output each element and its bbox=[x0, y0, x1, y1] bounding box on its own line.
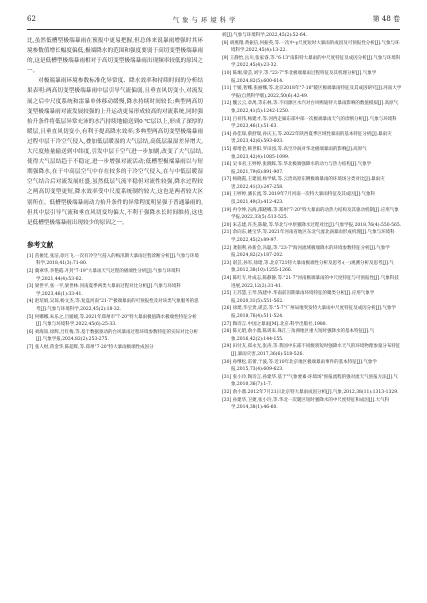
reference-item: [31] 张小玲,陶诗言,孙建华.基于"气象要素-环境场"预报流程的强对流天气预报方法[J].气象,2010,36(7):1-7. bbox=[222, 374, 398, 388]
body-paragraph: 比,虽然低槽型极端暴雨在预报中更易把握,但总体来说暴雨增强时其环境参数值增长幅度偏低,极端降水的范围和强度要弱于高切变型极端暴雨的,这是低槽型极端暴雨相对于高切变型极端暴雨出现频率较低的原因之一。 bbox=[27, 38, 203, 75]
reference-item: [24] 陈红专,叶成志,陈静静,等."21·7"河南极端暴雨的中尺度特征与可预报性[J].气象科技进展,2022,12(2):31-41. bbox=[222, 276, 399, 289]
reference-item: [16] 吴书君,王婷婷,张晓晖,等.华北极端强降水的动力与热力结构[J].气象学报,2021,79(6):891-907. bbox=[222, 162, 372, 175]
reference-list-left bbox=[27, 253, 203, 352]
reference-item: [23] 谌芸,孙军,徐珺,等.北京721特大暴雨极端性分析及思考:(一)观测分析及思考[J].气象,2012,38(10):1255-1266. bbox=[222, 260, 394, 274]
reference-item: [26] 徐珺,毕宝贵,谌芸,等."5·7"广州局地突发特大暴雨中尺度特征及成因分析[J].气象学报,2018,76(4):511-524. bbox=[222, 306, 396, 319]
reference-item: [21] 余向东,姚宝华,等.2021年河南省地区东北气流北涡暴雨形成机理[J].气象与环境科学,2022,45(2):89-97. bbox=[222, 230, 395, 244]
reference-item: [5] 何娜娜,朱乐之,吕媛媛,等.2021年郑州市"7·20"特大暴雨极值降水极端性特征分析[J].气象与环境科学,2022,45(6):25-33. bbox=[27, 314, 197, 328]
page-number: 62 bbox=[27, 15, 36, 23]
reference-item: 析[J].气象与环境科学,2022,45(2):52-64. bbox=[222, 33, 308, 38]
reference-item: [11] 于媛,智娜,张丽娜,等.北京2018年"7·16"暖区极端暴雨特征及其成因研究[J].河南大学学报(自然科学版),2022,50(6):42-49. bbox=[222, 86, 402, 99]
references-heading: 参考文献 bbox=[27, 240, 54, 249]
body-paragraph: 对极端暴雨环境参数标准化异常度、降水效率和持续时间的分析结果表明:两高切变型极端暴雨中层引导气流偏弱,且垂直风切变小,对流发展之后中尺度系统和雷暴单体移动缓慢,降水持续时间较长;典型两高切变型极端暴雨对流发展较强的上升运动更易形成较高的对流系统,同时强抬升条件将低层异常充沛的水汽持续地输送到0 ℃层以上,形成了深厚的暖层,且垂直风切变小,有利于提高降水效率;多典型两高切变型极端暴雨过程中层干冷空气侵入,叠加低层暖湿的大气层结,高低层温湿差异增大,大尺度热量输送到中纬度,引发中层干空气进一步加剧,改变了大气层结,使得大气层结趋于不稳定,进一步增强对流活动;低槽型极端暴雨以与短期强降水,在于中高层空气中存在较多的干冷空气侵入,在与中低层暖湿空气结合后对流发展旺盛,虽然低层气流平稳但对流性较强,降水过程较之两高切变型更短,降水效率受中尺度系统制约较大,这也是两者较大区别所在。低槽型极端暴雨动力抬升条件的异常程度明显强于普通暴雨的,但其中层引导气流和垂直风切变均偏大,不利于强降水长时间维持,这也是低槽型极端暴雨出现较少的原因之一。 bbox=[27, 78, 203, 226]
reference-item: [20] 朱志建,许杰,陈敏,等.华北与中原强降水过程对比[J].气象学报,2018,76(4):550-565. bbox=[222, 222, 402, 228]
reference-item: [22] 龚佃利,孙新会,冯聪,等."23·7"海河流域极端降水的环境参数特征分析[J].气象学报,2024,82(2):187-202. bbox=[222, 245, 390, 259]
reference-item: [18] 王婷婷,潘长流,等.2019年7月河南一次特大暴雨特征及其成因[J].气象科技,2021,49(3):412-423. bbox=[222, 192, 376, 206]
reference-item: [17] 杨晓霞,王建国,杨学斌,等.云贵高原东侧极端暴雨的环境场分类对比[J].暴雨灾害,2022,41(3):247-258. bbox=[222, 177, 385, 190]
reference-item: [2] 冀翠华,李艳霞.开封"7·19"大暴雨天气过程的极端性分析[J].气象与环境科学,2021,44(4):53-62. bbox=[27, 268, 181, 282]
reference-item: [12] 魏云云,章禺,等东林,等.不同源区水汽对台风鸭迪特大暴雨影响的数值模拟[J].高原气象,2022,41(5):1242-1250. bbox=[222, 101, 399, 114]
reference-item: [28] 陈元昭,俞小鼎,陈训来.珠江三角洲地区重大短时强降水的基本特征[J].气象,2016,42(2):144-155. bbox=[222, 329, 375, 342]
reference-item: [14] 孙佳琛,蔡舒瑞,孙庆玉,等.2022年陕西夏季区域性暴雨的基本特征分析[J].暴雨灾害,2023,42(6):593-603. bbox=[222, 131, 392, 145]
reference-item: [6] 刘海知,徐辉,吕红梅,等.基于数据驱动的台风暴雨过程环境参数特征的实际对比分析[J].气象学报,2024,82(2):253-275. bbox=[27, 329, 199, 343]
reference-item: [19] 冉令坤,冯海,邵晓娜,等.郑州"7·20"特大暴雨的动热力结构及其驱动机制[J].应用气象学报,2022,33(5):513-525. bbox=[222, 207, 399, 221]
journal-title: 气 象 与 环 境 科 学 bbox=[172, 15, 236, 24]
reference-item: [15] 郝增金,韩世阳,罗田园,等.高空冷涡对华北极端暴雨的影响[J].高原气象,2023,42(4):1085-1099. bbox=[222, 146, 367, 160]
page-header bbox=[27, 12, 400, 26]
reference-item: [10] 陈炯,梁芸,刘宇,等."23·7"华北极端暴雨过程特征及其机理分析[J].气象学报,2024,82(5):600-614. bbox=[222, 70, 377, 84]
reference-item: [33] 孙建华,卫捷,张小玲,等.华北一次暖区短时强降水的中尺度特征和成因[J].大气科学,2014,38(1):46-60. bbox=[222, 397, 390, 411]
reference-item: [32] 俞小鼎.2012年7月21日北京特大暴雨成因分析[J].气象,2012,38(11):1313-1329. bbox=[222, 389, 399, 395]
reference-item: [27] 陶诗言.中国之暴雨[M].北京:科学出版社,1980. bbox=[222, 321, 327, 327]
reference-item: [4] 赵培娟,吴琼,杨文杰,等.复盘河南"21·7"极端暴雨的可预报性及对该类气象服务的思考[J].气象与环境科学,2022,45(2):18-32. bbox=[27, 299, 199, 312]
reference-item: [30] 孙继松,雷蕾,于波,等.近10年北京地区极端暴雨事件的基本特征[J].气象学报,2015,73(4):609-623. bbox=[222, 359, 377, 373]
volume-label: 第 48 卷 bbox=[372, 15, 400, 23]
reference-item: [13] 吕祥伟,杨建才,等.河西走廊东部中部一次极端暴雨天气的诊断分析[J].气象与环境科学,2023,46(1):51-63. bbox=[222, 116, 397, 130]
reference-list-right bbox=[222, 32, 402, 412]
header-rule bbox=[27, 29, 400, 30]
reference-item: [1] 苗俊廷,张洁,徐月飞.一次有冷空气侵入的梅汛期大暴雨过程诊断分析[J].气象与环境科学,2018,41(3):71-80. bbox=[27, 253, 199, 267]
reference-item: [9] 王静怡,岳川,张家睿,等."6·13"南阳特大暴雨的中尺度特征及成因分析[J].气象与环境科学,2022,45(4):23-32. bbox=[222, 55, 401, 69]
reference-item: [8] 胡燕翔,黄振信,何振英,等.一次中-γ尺度短时大暴雨的成因及可预报性分析[J].气象与环境科学,2022,45(4):13-22. bbox=[222, 40, 400, 54]
right-column bbox=[222, 32, 402, 412]
reference-item: [7] 张人财,蒋金华,陈超辉,等.郑州"7·20"特大暴雨极端性成因分 bbox=[27, 344, 154, 350]
reference-item: [25] 王苏慧,王琴,钱建中.华南前汛期暴雨环境特征的聚类分析[J].应用气象学报,2020,31(5):551-562. bbox=[222, 291, 375, 304]
reference-item: [29] 田付友,郑永光,张涛,等.我国中东部不同级别短时强降水天气的环境物理参量分布特征[J].暴雨灾害,2017,36(6):518-526. bbox=[222, 344, 401, 357]
left-column bbox=[27, 36, 203, 352]
reference-item: [3] 梁世平,张一平,梁世林.河南夏季两类大暴雨过程对比分析[J].气象与环境科学,2023,46(1):33-41. bbox=[27, 284, 181, 297]
